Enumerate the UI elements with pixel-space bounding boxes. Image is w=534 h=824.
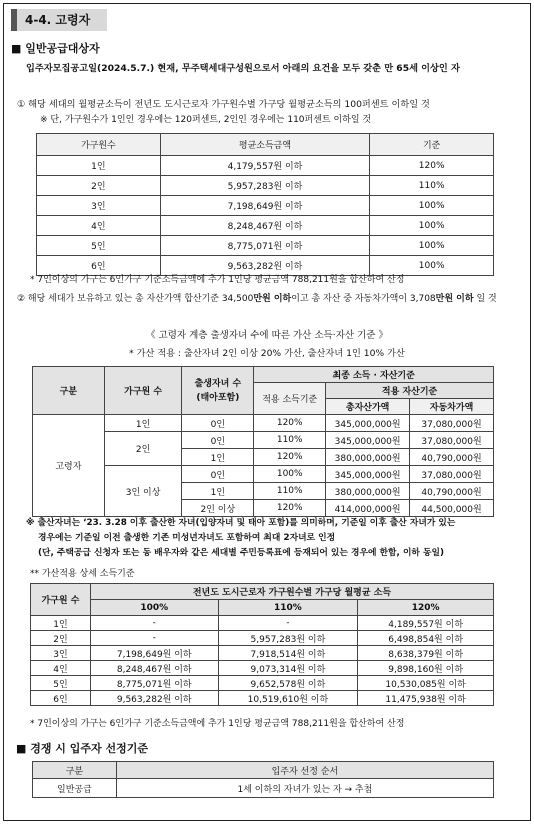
cell-100 <box>90 661 218 676</box>
cell-income: 120% <box>254 500 326 517</box>
header-120: 120% <box>358 600 494 616</box>
cell-110 <box>218 691 358 706</box>
cell-asset: 345,000,000원 <box>326 415 410 432</box>
table2-note: * 가산 적용 : 출산자녀 2인 이상 20% 가산, 출산자녀 1인 10% 가산 <box>129 348 405 359</box>
table-row <box>37 196 494 216</box>
amount: 9,073,314원 <box>250 664 306 675</box>
cell-100 <box>90 676 218 691</box>
cell-members: 3인 <box>37 196 161 216</box>
cell-members: 5인 <box>31 676 91 691</box>
amount: 5,957,283원 <box>227 182 283 192</box>
detailed-income-table <box>30 583 494 706</box>
cell-100 <box>90 691 218 706</box>
table-row <box>31 646 494 661</box>
heading-competition: ■ 경쟁 시 입주자 선정기준 <box>16 742 148 755</box>
amount: 7,918,514원 <box>250 649 306 660</box>
cell-births: 1인 <box>182 449 254 466</box>
header-110: 110% <box>218 600 358 616</box>
unit: 이하 <box>174 694 192 705</box>
cell-members: 6인 <box>31 691 91 706</box>
table-row <box>31 631 494 646</box>
intro-text: 입주자모집공고일(2024.5.7.) 현재, 무주택세대구성원으로서 아래의 요건을 모두 갖춘 만 65세 이상인 자 <box>26 63 460 74</box>
note-7-person-2: * 7인이상의 가구는 6인가구 기준소득금액에 추가 1인당 평균금액 788,211원을 합산하여 산정 <box>30 719 405 729</box>
cell-category: 일반공급 <box>33 779 117 798</box>
cell-100 <box>90 616 218 631</box>
amount: 9,652,578원 <box>250 679 306 690</box>
col-header: 평균소득금액 <box>160 134 370 156</box>
amount: 7,198,649원 <box>227 202 283 212</box>
table-row <box>37 176 494 196</box>
cell-members: 6인 <box>37 256 161 276</box>
header-income: 적용 소득기준 <box>254 383 326 415</box>
cell-members: 2인 <box>37 176 161 196</box>
unit: 이하 <box>284 222 303 232</box>
cell-110 <box>218 661 358 676</box>
cell-asset: 380,000,000원 <box>326 449 410 466</box>
cell-members: 2인 <box>104 432 182 466</box>
cell-income: 110% <box>254 432 326 449</box>
amount: 5,957,283원 <box>250 634 306 645</box>
header-total-asset: 총자산가액 <box>326 399 410 415</box>
unit: 이하 <box>448 694 466 705</box>
cell-standard: 100% <box>370 216 494 236</box>
cell-120 <box>358 676 494 691</box>
cell-120 <box>358 646 494 661</box>
cell-income: 120% <box>254 415 326 432</box>
note-7-person: * 7인이상의 가구는 6인가구 기준소득금액에 추가 1인당 평균금액 788,211원을 합산하여 산정 <box>30 275 405 285</box>
header-top: 전년도 도시근로자 가구원수별 가구당 월평균 소득 <box>90 584 493 600</box>
cell-car: 37,080,000원 <box>410 432 494 449</box>
cell-members: 1인 <box>104 415 182 432</box>
amount: 8,638,379원 <box>388 649 443 660</box>
income-table <box>36 133 494 276</box>
amount: 4,189,557원 <box>388 619 443 630</box>
cell-members: 3인 이상 <box>104 466 182 517</box>
table3-title: ** 가산적용 상세 소득기준 <box>30 569 135 579</box>
unit: 이하 <box>284 182 303 192</box>
unit: 이하 <box>307 649 326 660</box>
table-row <box>37 256 494 276</box>
birth-note-1: ※ 출산자녀는 ‘23. 3.28 이후 출산한 자녀(입양자녀 및 태아 포함)를 의미하며, 기준일 이후 출산 자녀가 있는 <box>26 518 456 528</box>
cell-members: 4인 <box>37 216 161 236</box>
amount: 7,198,649원 <box>116 649 172 660</box>
cell-births: 0인 <box>182 432 254 449</box>
cell-amount <box>160 256 370 276</box>
header-gubun: 구분 <box>33 762 117 779</box>
amount: 9,563,282원 <box>116 694 172 705</box>
cell-births: 0인 <box>182 466 254 483</box>
cell-income: 120% <box>254 449 326 466</box>
cell-amount <box>160 176 370 196</box>
cell-standard: 100% <box>370 236 494 256</box>
cell-births: 2인 이상 <box>182 500 254 517</box>
condition-1: ① 해당 세대의 월평균소득이 전년도 도시근로자 가구원수별 가구당 월평균소득의 100퍼센트 이하일 것 <box>17 99 430 110</box>
table-row <box>31 616 494 631</box>
unit: 이하 <box>445 649 464 660</box>
unit: 이하 <box>445 664 464 675</box>
header-members: 가구원 수 <box>31 584 91 616</box>
cell-120 <box>358 691 494 706</box>
cell-income: 100% <box>254 466 326 483</box>
header-asset-group: 적용 자산기준 <box>326 383 494 399</box>
amount: 8,775,071원 <box>227 242 283 252</box>
cell-amount <box>160 196 370 216</box>
table-row <box>31 691 494 706</box>
cell-110 <box>218 646 358 661</box>
amount: 4,179,557원 <box>227 162 283 172</box>
header-100: 100% <box>90 600 218 616</box>
amount: 10,530,085원 <box>385 679 446 690</box>
cell-category: 고령자 <box>33 415 105 517</box>
amount: 8,248,467원 <box>227 222 283 232</box>
header-members: 가구원 수 <box>104 367 182 415</box>
cell-members: 5인 <box>37 236 161 256</box>
cell-asset: 345,000,000원 <box>326 432 410 449</box>
cell-car: 44,500,000원 <box>410 500 494 517</box>
cell-members: 1인 <box>31 616 91 631</box>
unit: 이하 <box>307 634 326 645</box>
cell-120 <box>358 631 494 646</box>
cell-100 <box>90 646 218 661</box>
cell-standard: 100% <box>370 256 494 276</box>
cell-amount <box>160 236 370 256</box>
table-row <box>31 676 494 691</box>
condition-1-sub: ※ 단, 가구원수가 1인인 경우에는 120퍼센트, 2인인 경우에는 110퍼센트 이하일 것 <box>40 115 372 125</box>
selection-table <box>32 761 494 798</box>
cell-120 <box>358 616 494 631</box>
cell-car: 37,080,000원 <box>410 415 494 432</box>
cell-income: 110% <box>254 483 326 500</box>
header-births: 출생자녀 수 (태아포함) <box>182 367 254 415</box>
cell-births: 1인 <box>182 483 254 500</box>
unit: 이하 <box>284 262 303 272</box>
table2-title: 《 고령자 계층 출생자녀 수에 따른 가산 소득·자산 기준 》 <box>146 330 388 341</box>
unit: 이하 <box>307 664 326 675</box>
table-row <box>37 216 494 236</box>
cell-members: 1인 <box>37 156 161 176</box>
cell-110 <box>218 676 358 691</box>
amount: 9,563,282원 <box>227 262 283 272</box>
condition-2-a: ② 해당 세대가 보유하고 있는 총 자산가액 합산기준 34,500 <box>17 294 254 304</box>
amount: - <box>286 618 290 628</box>
cell-car: 40,790,000원 <box>410 449 494 466</box>
unit: 이하 <box>284 202 303 212</box>
cell-asset: 380,000,000원 <box>326 483 410 500</box>
cell-car: 37,080,000원 <box>410 466 494 483</box>
cell-standard: 110% <box>370 176 494 196</box>
table-row <box>37 236 494 256</box>
header-order: 입주자 선정 순서 <box>116 762 493 779</box>
amount: 10,519,610원 <box>247 694 308 705</box>
cell-order: 1세 이하의 자녀가 있는 자 → 추첨 <box>116 779 493 798</box>
cell-births: 0인 <box>182 415 254 432</box>
col-header: 가구원수 <box>37 134 161 156</box>
condition-2-d: 만원 이하 <box>435 294 474 304</box>
cell-amount <box>160 216 370 236</box>
birth-note-2: 경우에는 기준일 이전 출생한 기존 미성년자녀도 포함하여 최대 2자녀로 인정 <box>38 533 336 543</box>
cell-members: 3인 <box>31 646 91 661</box>
header-car: 자동차가액 <box>410 399 494 415</box>
cell-car: 40,790,000원 <box>410 483 494 500</box>
cell-110 <box>218 616 358 631</box>
cell-asset: 414,000,000원 <box>326 500 410 517</box>
amount: 8,775,071원 <box>116 679 172 690</box>
cell-120 <box>358 661 494 676</box>
amount: 9,898,160원 <box>388 664 443 675</box>
table-row <box>33 415 494 432</box>
unit: 이하 <box>445 619 464 630</box>
cell-100 <box>90 631 218 646</box>
table-row <box>31 661 494 676</box>
cell-110 <box>218 631 358 646</box>
amount: - <box>152 633 156 643</box>
cell-standard: 120% <box>370 156 494 176</box>
section-label: 4-4. 고령자 <box>11 9 107 31</box>
cell-standard: 100% <box>370 196 494 216</box>
table-row <box>37 156 494 176</box>
condition-2-e: 일 것 <box>473 294 497 304</box>
unit: 이하 <box>310 694 329 705</box>
cell-amount <box>160 156 370 176</box>
cell-asset: 345,000,000원 <box>326 466 410 483</box>
header-final: 최종 소득 · 자산기준 <box>254 367 494 383</box>
amount: 6,498,854원 <box>388 634 443 645</box>
unit: 이하 <box>284 162 303 172</box>
unit: 이하 <box>284 242 303 252</box>
cell-members: 4인 <box>31 661 91 676</box>
condition-2 <box>17 293 497 306</box>
condition-2-c: 이고 총 자산 중 자동차가액이 3,708 <box>291 294 436 304</box>
table-row <box>33 779 494 798</box>
amount: 11,475,938원 <box>385 694 446 705</box>
unit: 이하 <box>445 634 464 645</box>
unit: 이하 <box>174 679 192 690</box>
header-gubun: 구분 <box>33 367 105 415</box>
unit: 이하 <box>307 679 326 690</box>
col-header: 기준 <box>370 134 494 156</box>
amount: 8,248,467원 <box>116 664 172 675</box>
cell-members: 2인 <box>31 631 91 646</box>
asset-table <box>32 366 494 517</box>
amount: - <box>152 618 156 628</box>
heading-general-supply: ■ 일반공급대상자 <box>11 42 100 55</box>
unit: 이하 <box>174 649 192 660</box>
unit: 이하 <box>174 664 192 675</box>
condition-2-b: 만원 이하 <box>253 294 292 304</box>
unit: 이하 <box>448 679 466 690</box>
birth-note-3: (단, 주택공급 신청자 또는 동 배우자와 같은 세대별 주민등록표에 등재되어 있는 경우에 한함, 이하 동일) <box>38 548 445 558</box>
